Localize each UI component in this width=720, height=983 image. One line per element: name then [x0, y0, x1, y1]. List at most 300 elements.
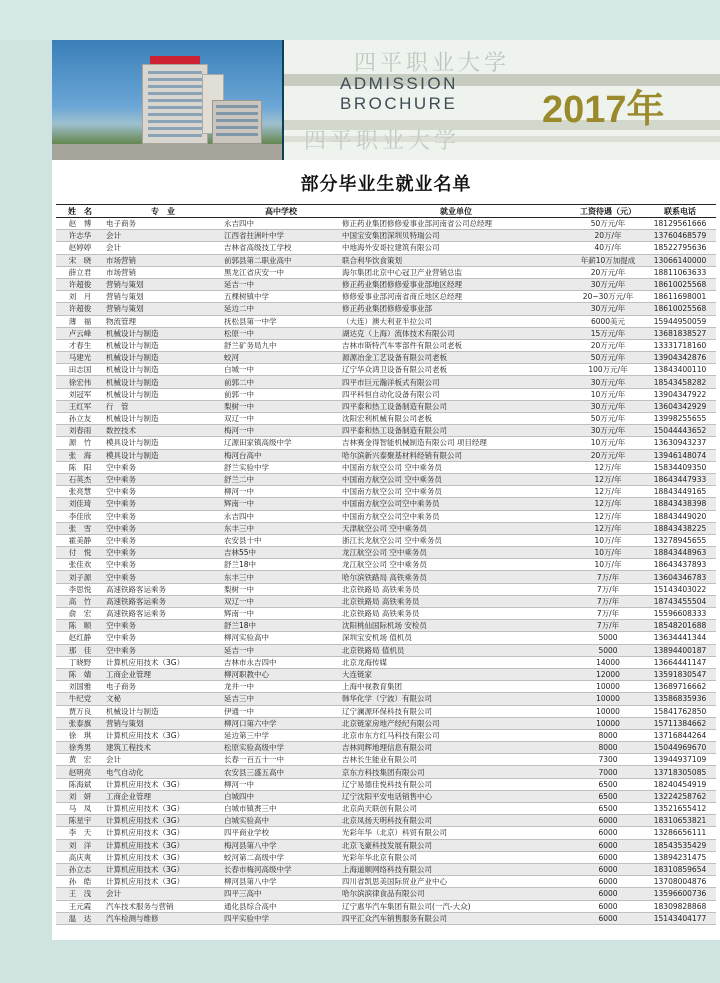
cell-salary: 7万/年 — [572, 595, 644, 607]
cell-school: 柳河一中 — [222, 778, 340, 790]
table-row — [56, 486, 716, 498]
cell-major: 空中乘务 — [104, 461, 222, 473]
cell-employer: 沈阳宏利机械有限公司老板 — [340, 413, 572, 425]
cell-major: 空中乘务 — [104, 473, 222, 485]
cell-salary: 20万元/年 — [572, 339, 644, 351]
cell-name: 孙立志 — [56, 863, 104, 875]
cell-school: 农安县三盛五高中 — [222, 766, 340, 778]
cell-salary: 6500 — [572, 803, 644, 815]
cell-major: 机械设计与制造 — [104, 364, 222, 376]
table-row — [56, 644, 716, 656]
cell-employer: 天津航空公司 空中乘务员 — [340, 522, 572, 534]
cell-name: 许超俊 — [56, 278, 104, 290]
table-row — [56, 656, 716, 668]
cell-name: 张亮慧 — [56, 486, 104, 498]
cell-salary: 7000 — [572, 766, 644, 778]
watermark-text-2: 四平职业大学 — [304, 129, 461, 154]
cell-school: 舒兰18中 — [222, 620, 340, 632]
cell-salary: 6000 — [572, 839, 644, 851]
cell-major: 机械设计与制造 — [104, 705, 222, 717]
table-row — [56, 705, 716, 717]
cell-name: 孙立友 — [56, 413, 104, 425]
cell-school: 抚松县第一中学 — [222, 315, 340, 327]
cell-employer: 北京尚天联创有限公司 — [340, 803, 572, 815]
cell-phone: 15834409350 — [644, 461, 716, 473]
cell-employer: 吉林赛金得智能机械制造有限公司 项目经理 — [340, 437, 572, 449]
cell-employer: 中国南方航空公司空中乘务员 — [340, 510, 572, 522]
cell-salary: 7万/年 — [572, 583, 644, 595]
cell-major: 模具设计与制造 — [104, 449, 222, 461]
cell-salary: 20万/年 — [572, 230, 644, 242]
cell-name: 才春生 — [56, 339, 104, 351]
col-header-name: 姓 名 — [56, 205, 104, 218]
table-row — [56, 376, 716, 388]
cell-salary: 20~30万元/年 — [572, 291, 644, 303]
cell-phone: 13681838527 — [644, 327, 716, 339]
cell-name: 贾万良 — [56, 705, 104, 717]
cell-school: 柳河口第六中学 — [222, 717, 340, 729]
cell-employer: 修正药业集团修修爱事业部 — [340, 303, 572, 315]
cell-salary: 8000 — [572, 742, 644, 754]
cell-major: 高速铁路客运乘务 — [104, 608, 222, 620]
cell-phone: 18743455504 — [644, 595, 716, 607]
cell-name: 霍美静 — [56, 534, 104, 546]
cell-phone: 13286656111 — [644, 827, 716, 839]
table-row — [56, 266, 716, 278]
cell-major: 空中乘务 — [104, 632, 222, 644]
table-row — [56, 254, 716, 266]
col-header-salary: 工资待遇（元） — [572, 205, 644, 218]
cell-name: 卢云峰 — [56, 327, 104, 339]
cell-major: 会计 — [104, 242, 222, 254]
table-row — [56, 717, 716, 729]
cell-name: 王红军 — [56, 400, 104, 412]
cell-major: 高速铁路客运乘务 — [104, 595, 222, 607]
cell-school: 延吉三中 — [222, 693, 340, 705]
cell-major: 计算机应用技术（3G） — [104, 778, 222, 790]
cell-major: 空中乘务 — [104, 522, 222, 534]
cell-salary: 6000 — [572, 876, 644, 888]
cell-major: 空中乘务 — [104, 510, 222, 522]
cell-phone: 13521655412 — [644, 803, 716, 815]
cell-name: 牛纪党 — [56, 693, 104, 705]
cell-employer: 哈尔滨滨律食品有限公司 — [340, 888, 572, 900]
table-row — [56, 522, 716, 534]
cell-employer: 大连链家 — [340, 668, 572, 680]
cell-salary: 10万/年 — [572, 534, 644, 546]
cell-salary: 100万元/年 — [572, 364, 644, 376]
cell-school: 舒兰18中 — [222, 559, 340, 571]
cell-major: 市场营销 — [104, 266, 222, 278]
cell-name: 薛立君 — [56, 266, 104, 278]
cell-employer: 四平泰和热工设备制造有限公司 — [340, 400, 572, 412]
cell-school: 吉林市永吉四中 — [222, 656, 340, 668]
cell-major: 计算机应用技术（3G） — [104, 656, 222, 668]
cell-employer: 中国南方航空公司空中乘务员 — [340, 498, 572, 510]
cell-school: 梅河台高中 — [222, 449, 340, 461]
cell-phone: 13708004876 — [644, 876, 716, 888]
cell-major: 文秘 — [104, 693, 222, 705]
cell-salary: 7万/年 — [572, 571, 644, 583]
cell-major: 计算机应用技术（3G） — [104, 851, 222, 863]
cell-school: 长春市梅河高级中学 — [222, 863, 340, 875]
cell-name: 薄 福 — [56, 315, 104, 327]
cell-employer: 北京凤扬天明科技有限公司 — [340, 815, 572, 827]
cell-salary: 50万元/年 — [572, 218, 644, 230]
cell-employer: 海尔集团北京中心冠卫产业营销总监 — [340, 266, 572, 278]
cell-employer: 上海道顺网络科技有限公司 — [340, 863, 572, 875]
cell-name: 马 凤 — [56, 803, 104, 815]
cell-employer: 吉林同辉地理信息有限公司 — [340, 742, 572, 754]
cell-phone: 18843448963 — [644, 547, 716, 559]
cell-salary: 10000 — [572, 705, 644, 717]
cell-employer: 辽宁澜源环保科技有限公司 — [340, 705, 572, 717]
cell-name: 许超俊 — [56, 303, 104, 315]
cell-phone: 18643437893 — [644, 559, 716, 571]
cell-salary: 10万元/年 — [572, 388, 644, 400]
cell-salary: 50万元/年 — [572, 352, 644, 364]
cell-phone: 13586835936 — [644, 693, 716, 705]
cell-phone: 18643447933 — [644, 473, 716, 485]
cell-salary: 12万/年 — [572, 510, 644, 522]
table-row — [56, 803, 716, 815]
cell-employer: 辽宁华众鸿卫设备有限公司老板 — [340, 364, 572, 376]
building-sign — [150, 56, 200, 64]
table-row — [56, 754, 716, 766]
table-row — [56, 473, 716, 485]
content-page — [52, 160, 720, 940]
cell-major: 模具设计与制造 — [104, 437, 222, 449]
table-row — [56, 449, 716, 461]
cell-school: 柳河实验高中 — [222, 632, 340, 644]
cell-salary: 12万/年 — [572, 522, 644, 534]
cell-phone: 18522795636 — [644, 242, 716, 254]
cell-phone: 15044443652 — [644, 425, 716, 437]
cell-phone: 15143404177 — [644, 912, 716, 924]
cell-major: 机械设计与制造 — [104, 413, 222, 425]
cell-phone: 15596608333 — [644, 608, 716, 620]
cell-employer: 京东方科技集团有限公司 — [340, 766, 572, 778]
cell-major: 营销与策划 — [104, 291, 222, 303]
main-building — [142, 64, 208, 144]
cell-name: 李思悦 — [56, 583, 104, 595]
cell-salary: 5000 — [572, 644, 644, 656]
table-row — [56, 742, 716, 754]
cell-school: 辉南一中 — [222, 498, 340, 510]
cell-employer: 光彩年华（北京）科贸有限公司 — [340, 827, 572, 839]
cell-employer: 辽宁易德佳悦科技有限公司 — [340, 778, 572, 790]
cell-employer: 上海中视教育集团 — [340, 681, 572, 693]
cell-employer: 哈尔滨铁路局 高铁乘务员 — [340, 571, 572, 583]
cell-phone: 13946148074 — [644, 449, 716, 461]
cell-school: 蛟河 — [222, 352, 340, 364]
cell-phone: 13664441147 — [644, 656, 716, 668]
cell-employer: 龙江航空公司 空中乘务员 — [340, 547, 572, 559]
page-title: 部分毕业生就业名单 — [300, 174, 472, 195]
cell-major: 机械设计与制造 — [104, 388, 222, 400]
cell-phone: 13224258762 — [644, 790, 716, 802]
cell-employer: 四平市巨元瀚洋板式有限公司 — [340, 376, 572, 388]
cell-name: 刘春雨 — [56, 425, 104, 437]
brand-year: 2017年 — [542, 89, 665, 131]
cell-name: 源 竹 — [56, 437, 104, 449]
table-row — [56, 278, 716, 290]
cell-school: 辉南一中 — [222, 608, 340, 620]
cell-phone: 18843438225 — [644, 522, 716, 534]
cell-school: 永吉四中 — [222, 510, 340, 522]
cell-name: 孙 皓 — [56, 876, 104, 888]
brand-line-1: ADMISSION — [340, 74, 458, 93]
cell-salary: 6000 — [572, 888, 644, 900]
table-row — [56, 230, 716, 242]
ground — [52, 144, 282, 160]
cell-employer: 辽宁沈阳平安电话销售中心 — [340, 790, 572, 802]
cell-salary: 10000 — [572, 693, 644, 705]
table-row — [56, 912, 716, 924]
cell-major: 空中乘务 — [104, 498, 222, 510]
cell-name: 张 雪 — [56, 522, 104, 534]
cell-phone: 13630943237 — [644, 437, 716, 449]
cell-employer: 联合利华饮食策划 — [340, 254, 572, 266]
cell-name: 田志国 — [56, 364, 104, 376]
cell-salary: 10000 — [572, 681, 644, 693]
cell-salary: 6000 — [572, 900, 644, 912]
cell-major: 汽车技术服务与营销 — [104, 900, 222, 912]
cell-name: 陈 顺 — [56, 620, 104, 632]
cell-major: 建筑工程技术 — [104, 742, 222, 754]
table-row — [56, 668, 716, 680]
table-row — [56, 315, 716, 327]
cell-employer: 浙江长龙航空公司 空中乘务员 — [340, 534, 572, 546]
brand-english — [340, 74, 458, 114]
cell-salary: 7万/年 — [572, 608, 644, 620]
cell-salary: 15万元/年 — [572, 327, 644, 339]
cell-phone: 18843449165 — [644, 486, 716, 498]
cell-salary: 10万/年 — [572, 547, 644, 559]
cell-name: 付 悦 — [56, 547, 104, 559]
cell-school: 江西省拄洲叶中学 — [222, 230, 340, 242]
cell-major: 市场营销 — [104, 254, 222, 266]
cell-salary: 30万元/年 — [572, 303, 644, 315]
cell-salary: 6000 — [572, 827, 644, 839]
table-row — [56, 571, 716, 583]
table-row — [56, 303, 716, 315]
cell-phone: 13944937109 — [644, 754, 716, 766]
table-row — [56, 364, 716, 376]
col-header-phone: 联系电话 — [644, 205, 716, 218]
cell-salary: 12万/年 — [572, 486, 644, 498]
cell-phone: 15841762850 — [644, 705, 716, 717]
cell-school: 前郭一中 — [222, 388, 340, 400]
cell-name: 李佳欣 — [56, 510, 104, 522]
cell-salary: 20万元/年 — [572, 449, 644, 461]
cell-major: 计算机应用技术（3G） — [104, 815, 222, 827]
cell-school: 双辽一中 — [222, 595, 340, 607]
cell-phone: 18610025568 — [644, 278, 716, 290]
cell-name: 许志华 — [56, 230, 104, 242]
cell-salary: 12万/年 — [572, 498, 644, 510]
cell-phone: 18543535429 — [644, 839, 716, 851]
table-row — [56, 291, 716, 303]
cell-major: 计算机应用技术（3G） — [104, 729, 222, 741]
cell-phone: 13604346783 — [644, 571, 716, 583]
cell-employer: 修修爱事业部河南省商丘地区总经理 — [340, 291, 572, 303]
cell-employer: 韩华化学（宁波）有限公司 — [340, 693, 572, 705]
cell-employer: 中国宝安集团深圳贝特瑞公司 — [340, 230, 572, 242]
table-row — [56, 559, 716, 571]
cell-phone: 13066140000 — [644, 254, 716, 266]
cell-name: 李 天 — [56, 827, 104, 839]
cell-phone: 13894400187 — [644, 644, 716, 656]
cell-major: 空中乘务 — [104, 620, 222, 632]
cell-phone: 13278945655 — [644, 534, 716, 546]
table-header-row — [56, 205, 716, 218]
table-row — [56, 437, 716, 449]
cell-school: 前郭县第二职业高中 — [222, 254, 340, 266]
cell-school: 吉林省高级技工学校 — [222, 242, 340, 254]
col-header-major: 专 业 — [104, 205, 222, 218]
table-row — [56, 839, 716, 851]
cell-school: 梅河县第八中学 — [222, 839, 340, 851]
cell-salary: 6000 — [572, 851, 644, 863]
cell-salary: 12万/年 — [572, 473, 644, 485]
cell-school: 柳河职教中心 — [222, 668, 340, 680]
cell-school: 前郭二中 — [222, 376, 340, 388]
cell-major: 电子商务 — [104, 681, 222, 693]
table-row — [56, 876, 716, 888]
campus-photo — [52, 40, 282, 160]
cell-school: 松原一中 — [222, 327, 340, 339]
cell-salary: 6000 — [572, 815, 644, 827]
cell-employer: 中国南方航空公司 空中乘务员 — [340, 461, 572, 473]
table-row — [56, 510, 716, 522]
cell-major: 电子商务 — [104, 218, 222, 230]
cell-school: 延边二中 — [222, 303, 340, 315]
cell-school: 柳河县第八中学 — [222, 876, 340, 888]
cell-phone: 18310653821 — [644, 815, 716, 827]
cell-major: 空中乘务 — [104, 486, 222, 498]
cell-salary: 50万元/年 — [572, 413, 644, 425]
cell-salary: 7万/年 — [572, 620, 644, 632]
cell-major: 数控技术 — [104, 425, 222, 437]
cell-phone: 18240454919 — [644, 778, 716, 790]
cell-phone: 18548201688 — [644, 620, 716, 632]
cell-name: 石英杰 — [56, 473, 104, 485]
cell-major: 计算机应用技术（3G） — [104, 839, 222, 851]
cell-phone: 13998255655 — [644, 413, 716, 425]
cell-school: 白城一中 — [222, 364, 340, 376]
table-row — [56, 815, 716, 827]
col-header-school: 高中学校 — [222, 205, 340, 218]
cell-major: 空中乘务 — [104, 534, 222, 546]
cell-major: 汽车检测与维修 — [104, 912, 222, 924]
cell-name: 宋 晓 — [56, 254, 104, 266]
cell-school: 舒兰实验中学 — [222, 461, 340, 473]
cell-school: 白城市镇赉三中 — [222, 803, 340, 815]
table-row — [56, 461, 716, 473]
cell-employer: （大连）澳大利亚半拉公司 — [340, 315, 572, 327]
table-row — [56, 425, 716, 437]
cell-major: 空中乘务 — [104, 644, 222, 656]
cell-employer: 光彩年华北京有限公司 — [340, 851, 572, 863]
cell-major: 计算机应用技术（3G） — [104, 827, 222, 839]
cell-name: 赵婷婷 — [56, 242, 104, 254]
cell-school: 延吉一中 — [222, 278, 340, 290]
cell-school: 通化县综合高中 — [222, 900, 340, 912]
table-row — [56, 595, 716, 607]
cell-major: 计算机应用技术（3G） — [104, 803, 222, 815]
cell-salary: 10万/年 — [572, 559, 644, 571]
cell-major: 会计 — [104, 754, 222, 766]
cell-school: 梨树一中 — [222, 400, 340, 412]
cell-name: 张佳欢 — [56, 559, 104, 571]
cell-employer: 中国南方航空公司 空中乘务员 — [340, 473, 572, 485]
cell-school: 长春一百五十一中 — [222, 754, 340, 766]
cell-name: 那 佳 — [56, 644, 104, 656]
table-row — [56, 681, 716, 693]
cell-name: 黄 宏 — [56, 754, 104, 766]
table-row — [56, 827, 716, 839]
cell-phone: 18811063633 — [644, 266, 716, 278]
cell-school: 龙井一中 — [222, 681, 340, 693]
cell-school: 梅河一中 — [222, 425, 340, 437]
cell-major: 计算机应用技术（3G） — [104, 863, 222, 875]
cell-school: 四平三高中 — [222, 888, 340, 900]
cell-school: 五棵树镇中学 — [222, 291, 340, 303]
table-row — [56, 339, 716, 351]
cell-school: 白城实验高中 — [222, 815, 340, 827]
cell-employer: 中国南方航空公司 空中乘务员 — [340, 486, 572, 498]
cell-phone: 18843449020 — [644, 510, 716, 522]
cell-major: 营销与策划 — [104, 278, 222, 290]
cell-phone: 15711384662 — [644, 717, 716, 729]
cell-name: 刘 妍 — [56, 790, 104, 802]
cell-salary: 14000 — [572, 656, 644, 668]
cell-phone: 13716844264 — [644, 729, 716, 741]
cell-salary: 6500 — [572, 778, 644, 790]
cell-phone: 13634441344 — [644, 632, 716, 644]
table-row — [56, 851, 716, 863]
table-row — [56, 863, 716, 875]
table-row — [56, 900, 716, 912]
cell-major: 营销与策划 — [104, 717, 222, 729]
cell-school: 农安县十中 — [222, 534, 340, 546]
table-body — [56, 218, 716, 925]
cell-name: 刘子源 — [56, 571, 104, 583]
cell-phone: 13596600736 — [644, 888, 716, 900]
cell-name: 刘佳琦 — [56, 498, 104, 510]
cell-salary: 10万元/年 — [572, 437, 644, 449]
table-row — [56, 498, 716, 510]
cell-employer: 四川省凯思美国际贸业产业中心 — [340, 876, 572, 888]
cell-employer: 沈阳桃仙国际机场 安检员 — [340, 620, 572, 632]
cell-salary: 30万元/年 — [572, 376, 644, 388]
cell-phone: 13843400110 — [644, 364, 716, 376]
cell-salary: 6000 — [572, 912, 644, 924]
cell-school: 白城四中 — [222, 790, 340, 802]
cell-employer: 北京市东方红马科技有限公司 — [340, 729, 572, 741]
top-band — [0, 0, 720, 40]
cell-phone: 15044969670 — [644, 742, 716, 754]
cell-school: 双辽一中 — [222, 413, 340, 425]
cell-phone: 13591830547 — [644, 668, 716, 680]
cell-phone: 13760468579 — [644, 230, 716, 242]
employment-table — [56, 204, 716, 925]
cell-name: 陈海斌 — [56, 778, 104, 790]
table-row — [56, 534, 716, 546]
cell-employer: 吉林长生能业有限公司 — [340, 754, 572, 766]
cell-name: 张 海 — [56, 449, 104, 461]
